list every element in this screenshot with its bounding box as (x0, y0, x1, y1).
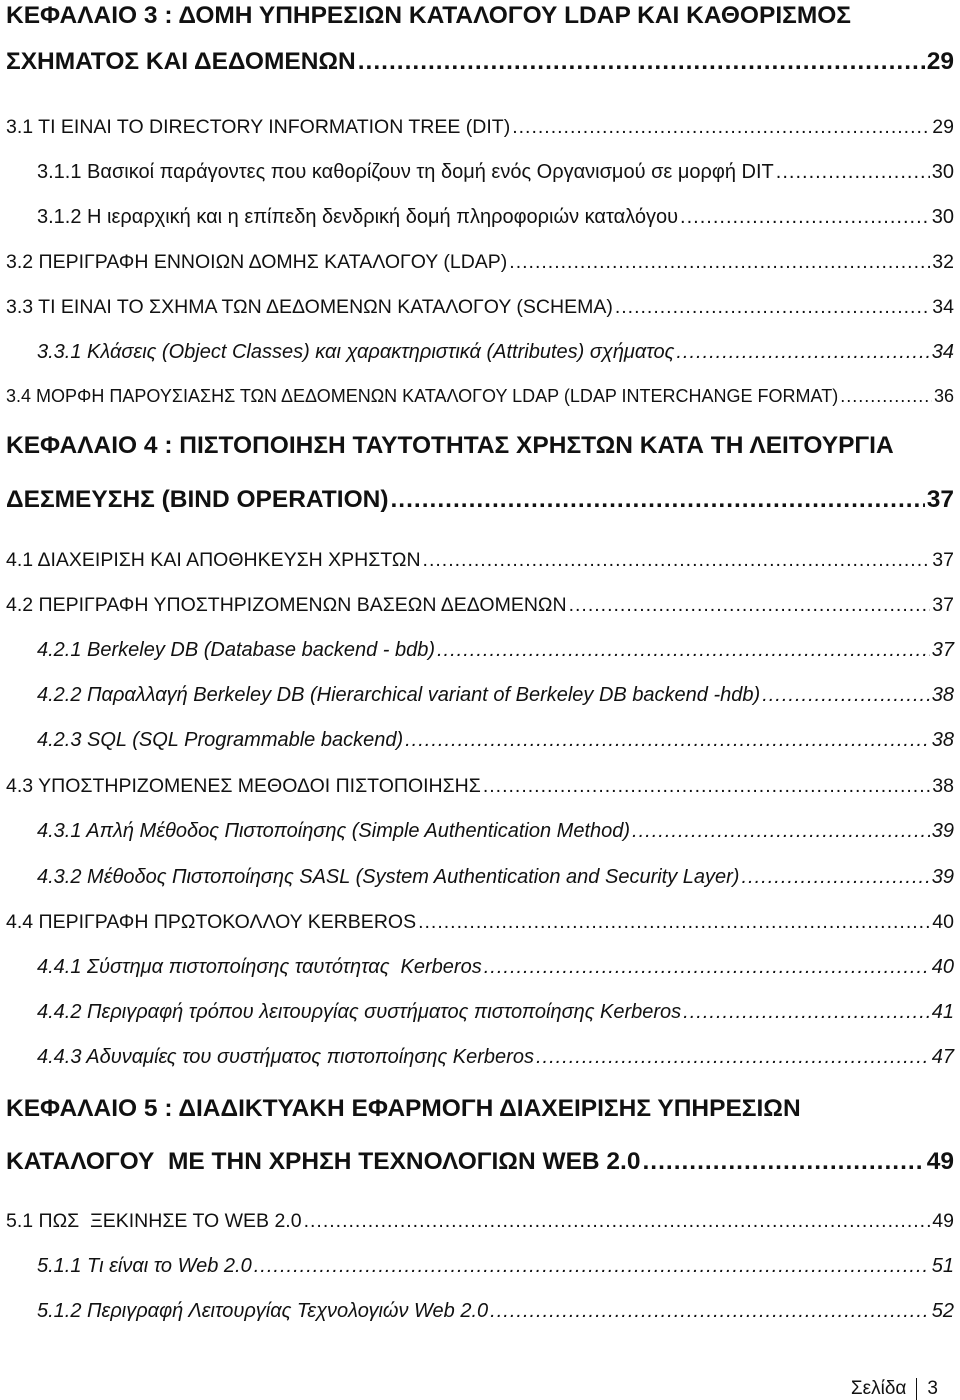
toc-entry[interactable] (37, 1046, 954, 1069)
toc-chapter-5[interactable] (6, 1148, 954, 1176)
leader-dots (254, 1255, 930, 1278)
chapter-5-title-line1: ΚΕΦΑΛΑΙΟ 5 : ΔΙΑΔΙΚΤΥΑΚΗ ΕΦΑΡΜΟΓΗ ΔΙΑΧΕΙΡΙΣΗΣ ΥΠΗΡΕΣΙΩΝ (6, 1095, 801, 1122)
leader-dots (615, 296, 930, 319)
toc-entry[interactable] (37, 866, 954, 889)
toc-entry-page: 37 (932, 594, 954, 616)
toc-entry[interactable] (37, 1255, 954, 1278)
toc-entry-page: 39 (931, 820, 954, 842)
leader-dots (512, 116, 930, 139)
toc-entry-page: 38 (932, 775, 954, 797)
leader-dots (676, 341, 929, 364)
toc-entry[interactable] (6, 594, 954, 617)
toc-entry[interactable] (37, 1001, 954, 1024)
toc-entry-page: 30 (931, 206, 954, 228)
toc-entry-page: 36 (933, 386, 954, 406)
toc-entry-label: 4.4 ΠΕΡΙΓΡΑΦΗ ΠΡΩΤΟΚΟΛΛΟΥ KERBEROS (6, 911, 417, 933)
leader-dots (483, 775, 930, 798)
leader-dots (632, 820, 930, 843)
toc-entry-label: 4.2.2 Παραλλαγή Berkeley DB (Hierarchical variant of Berkeley DB backend -hdb) (37, 684, 761, 706)
leader-dots (741, 866, 929, 889)
footer-page-label: Σελίδα (850, 1378, 907, 1399)
toc-entry-page: 39 (931, 866, 954, 888)
toc-entry[interactable] (6, 296, 954, 319)
toc-entry[interactable] (6, 549, 954, 572)
toc-entry-page: 52 (931, 1300, 954, 1322)
toc-entry[interactable] (37, 639, 954, 662)
toc-entry-page: 37 (931, 639, 954, 661)
leader-dots (437, 639, 930, 662)
chapter-3-title-line2: ΣΧΗΜΑΤΟΣ ΚΑΙ ΔΕΔΟΜΕΝΩΝ (6, 48, 356, 75)
toc-entry-label: 4.2.3 SQL (SQL Programmable backend) (37, 729, 404, 751)
toc-entry-page: 40 (932, 911, 954, 933)
toc-entry-label: 3.2 ΠΕΡΙΓΡΑΦΗ ΕΝΝΟΙΩΝ ΔΟΜΗΣ ΚΑΤΑΛΟΓΟΥ (LDAP) (6, 251, 508, 273)
chapter-4-page: 37 (926, 486, 954, 513)
chapter-5-page: 49 (926, 1148, 954, 1175)
toc-entry[interactable] (6, 1210, 954, 1233)
leader-dots (776, 161, 930, 184)
toc-entry-label: 4.3.2 Μέθοδος Πιστοποίησης SASL (System Authentication and Security Layer) (37, 866, 740, 888)
toc-entry-page: 47 (931, 1046, 954, 1068)
toc-entry[interactable] (6, 116, 954, 139)
toc-entry[interactable] (37, 820, 954, 843)
leader-dots (683, 1001, 930, 1024)
leader-dots (642, 1148, 924, 1176)
toc-entry[interactable] (37, 161, 954, 184)
toc-entry[interactable] (37, 1300, 954, 1323)
toc-entry-page: 29 (932, 116, 954, 138)
toc-entry-page: 37 (932, 549, 954, 571)
toc-entry[interactable] (37, 956, 954, 979)
page-footer (851, 1378, 938, 1400)
toc-entry[interactable] (37, 729, 954, 752)
toc-chapter-4[interactable] (6, 486, 954, 514)
toc-entry-page: 38 (931, 684, 954, 706)
toc-entry[interactable] (6, 775, 954, 798)
footer-divider (916, 1378, 917, 1400)
leader-dots (304, 1210, 931, 1233)
leader-dots (509, 251, 930, 274)
toc-entry-label: 4.3.1 Απλή Μέθοδος Πιστοποίησης (Simple Authentication Method) (37, 820, 631, 842)
toc-entry-label: 3.1 ΤΙ ΕΙΝΑΙ ΤΟ DIRECTORY INFORMATION TREE (DIT) (6, 116, 511, 138)
toc-entry-page: 34 (931, 341, 954, 363)
footer-page-number: 3 (927, 1378, 938, 1399)
toc-entry-label: 3.1.1 Βασικοί παράγοντες που καθορίζουν τη δομή ενός Οργανισμού σε μορφή DIT (37, 161, 774, 183)
leader-dots (840, 386, 932, 407)
leader-dots (391, 486, 925, 514)
leader-dots (680, 206, 930, 229)
toc-entry-label: 4.4.2 Περιγραφή τρόπου λειτουργίας συστήματος πιστοποίησης Kerberos (37, 1001, 682, 1023)
toc-entry[interactable] (37, 206, 954, 229)
leader-dots (423, 549, 931, 572)
toc-entry[interactable] (6, 251, 954, 274)
toc-entry-page: 30 (931, 161, 954, 183)
toc-entry-label: 4.4.1 Σύστημα πιστοποίησης ταυτότητας Kerberos (37, 956, 482, 978)
chapter-4-title-line2: ΔΕΣΜΕΥΣΗΣ (BIND OPERATION) (6, 486, 389, 513)
chapter-4-title-line1: ΚΕΦΑΛΑΙΟ 4 : ΠΙΣΤΟΠΟΙΗΣΗ ΤΑΥΤΟΤΗΤΑΣ ΧΡΗΣΤΩΝ ΚΑΤΑ ΤΗ ΛΕΙΤΟΥΡΓΙΑ (6, 432, 894, 459)
toc-entry[interactable] (6, 911, 954, 934)
toc-entry[interactable] (37, 684, 954, 707)
toc-entry-label: 4.2.1 Berkeley DB (Database backend - bdb) (37, 639, 435, 661)
toc-entry-label: 4.1 ΔΙΑΧΕΙΡΙΣΗ ΚΑΙ ΑΠΟΘΗΚΕΥΣΗ ΧΡΗΣΤΩΝ (6, 549, 421, 571)
toc-entry-page: 41 (931, 1001, 954, 1023)
leader-dots (405, 729, 930, 752)
toc-entry-label: 4.4.3 Αδυναμίες του συστήματος πιστοποίησης Kerberos (37, 1046, 534, 1068)
toc-entry-label: 3.3.1 Κλάσεις (Object Classes) και χαρακτηριστικά (Attributes) σχήματος (37, 341, 675, 363)
toc-entry-label: 5.1.2 Περιγραφή Λειτουργίας Τεχνολογιών Web 2.0 (37, 1300, 489, 1322)
leader-dots (536, 1046, 930, 1069)
chapter-5-title-line2: ΚΑΤΑΛΟΓΟΥ ΜΕ ΤΗΝ ΧΡΗΣΗ ΤΕΧΝΟΛΟΓΙΩΝ WEB 2.0 (6, 1148, 641, 1175)
chapter-3-title-line1: ΚΕΦΑΛΑΙΟ 3 : ΔΟΜΗ ΥΠΗΡΕΣΙΩΝ ΚΑΤΑΛΟΓΟΥ LDAP ΚΑΙ ΚΑΘΟΡΙΣΜΟΣ (6, 2, 852, 29)
toc-entry-page: 32 (932, 251, 954, 273)
toc-entry-label: 3.3 ΤΙ ΕΙΝΑΙ ΤΟ ΣΧΗΜΑ ΤΩΝ ΔΕΔΟΜΕΝΩΝ ΚΑΤΑΛΟΓΟΥ (SCHEMA) (6, 296, 613, 318)
leader-dots (490, 1300, 930, 1323)
leader-dots (358, 48, 925, 76)
toc-entry-label: 5.1.1 Τι είναι το Web 2.0 (37, 1255, 252, 1277)
toc-entry-page: 34 (932, 296, 954, 318)
toc-chapter-3[interactable] (6, 48, 954, 76)
toc-entry[interactable] (6, 386, 954, 407)
toc-entry-page: 38 (931, 729, 954, 751)
toc-entry-page: 40 (931, 956, 954, 978)
toc-entry-label: 5.1 ΠΩΣ ΞΕΚΙΝΗΣΕ ΤΟ WEB 2.0 (6, 1210, 302, 1232)
chapter-3-page: 29 (926, 48, 954, 75)
leader-dots (762, 684, 930, 707)
toc-entry-label: 3.4 ΜΟΡΦΗ ΠΑΡΟΥΣΙΑΣΗΣ ΤΩΝ ΔΕΔΟΜΕΝΩΝ ΚΑΤΑΛΟΓΟΥ LDAP (LDAP INTERCHANGE FORMAT) (6, 386, 839, 406)
toc-entry-label: 4.2 ΠΕΡΙΓΡΑΦΗ ΥΠΟΣΤΗΡΙΖΟΜΕΝΩΝ ΒΑΣΕΩΝ ΔΕΔΟΜΕΝΩΝ (6, 594, 567, 616)
toc-entry-label: 4.3 ΥΠΟΣΤΗΡΙΖΟΜΕΝΕΣ ΜΕΘΟΔΟΙ ΠΙΣΤΟΠΟΙΗΣΗΣ (6, 775, 481, 797)
toc-entry-page: 51 (931, 1255, 954, 1277)
toc-entry[interactable] (37, 341, 954, 364)
leader-dots (418, 911, 930, 934)
toc-entry-page: 49 (932, 1210, 954, 1232)
toc-entry-label: 3.1.2 Η ιεραρχική και η επίπεδη δενδρική δομή πληροφοριών καταλόγου (37, 206, 679, 228)
leader-dots (569, 594, 931, 617)
leader-dots (484, 956, 930, 979)
